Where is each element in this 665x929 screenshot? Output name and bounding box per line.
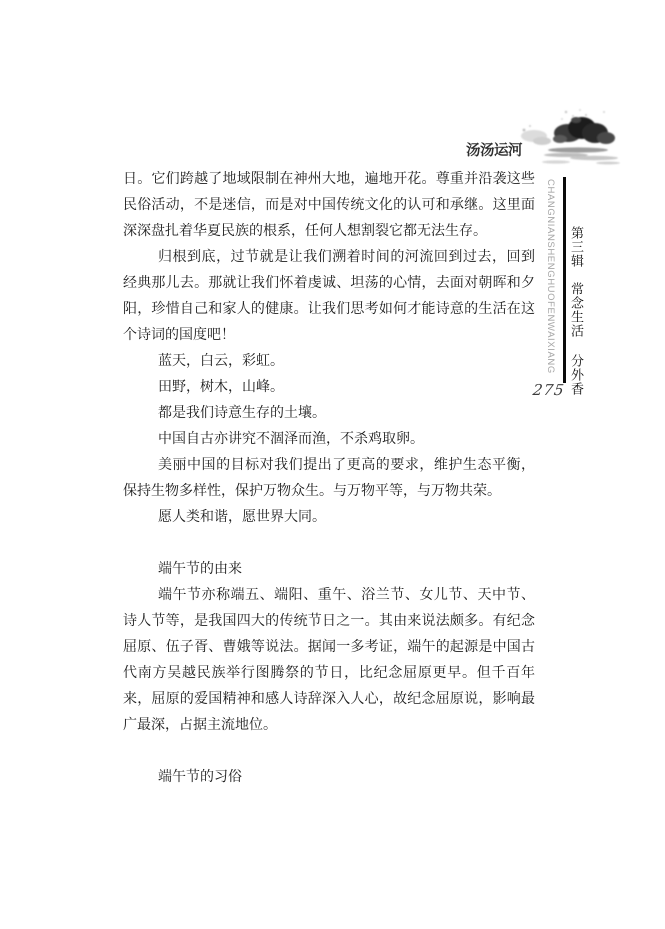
chapter-heading-vertical [567, 226, 586, 396]
text-body [123, 167, 535, 791]
body-paragraph: 都是我们诗意生存的土壤。 [158, 406, 326, 421]
page-number: 275 [531, 381, 566, 399]
body-paragraph: 中国自古亦讲究不涸泽而渔，不杀鸡取卵。 [158, 432, 424, 447]
section-heading: 端午节的习俗 [158, 770, 242, 785]
chapter-number: 第三辑 [569, 226, 584, 268]
body-paragraph: 美丽中国的目标对我们提出了更高的要求，维护生态平衡，保持生物多样性，保护万物众生。与万物平等，与万物共荣。 [123, 458, 535, 499]
body-paragraph: 归根到底，过节就是让我们溯着时间的河流回到过去，回到经典那儿去。那就让我们怀着虔诚、坦荡的心情，去面对朝晖和夕阳，珍惜自己和家人的健康。让我们思考如何才能诗意的生活在这个诗词的国度吧！ [123, 250, 535, 343]
section-heading: 端午节的由来 [158, 562, 242, 577]
book-title: 汤汤运河 [466, 143, 522, 159]
ink-wash-painting-icon [516, 106, 634, 170]
series-pinyin-vertical: CHANGNIANSHENGHUOFENWAIXIANG [545, 179, 556, 374]
body-paragraph: 蓝天，白云，彩虹。 [158, 354, 284, 369]
sidebar-divider-rule [563, 177, 566, 383]
body-paragraph: 端午节亦称端五、端阳、重午、浴兰节、女儿节、天中节、诗人节等，是我国四大的传统节日之一。其由来说法颇多。有纪念屈原、伍子胥、曹娥等说法。据闻一多考证，端午的起源是中国古代南方吴越民族举行图腾祭的节日，比纪念屈原更早。但千百年来，屈原的爱国精神和感人诗辞深入人心，故纪念屈原说，影响最广最深，占据主流地位。 [123, 588, 535, 733]
chapter-title: 常念生活 分外香 [569, 282, 584, 396]
body-paragraph: 日。它们跨越了地域限制在神州大地，遍地开花。尊重并沿袭这些民俗活动，不是迷信，而是对中国传统文化的认可和承继。这里面深深盘扎着华夏民族的根系，任何人想割裂它都无法生存。 [123, 172, 535, 239]
body-paragraph: 田野，树木，山峰。 [158, 380, 284, 395]
body-paragraph: 愿人类和谐，愿世界大同。 [158, 510, 326, 525]
